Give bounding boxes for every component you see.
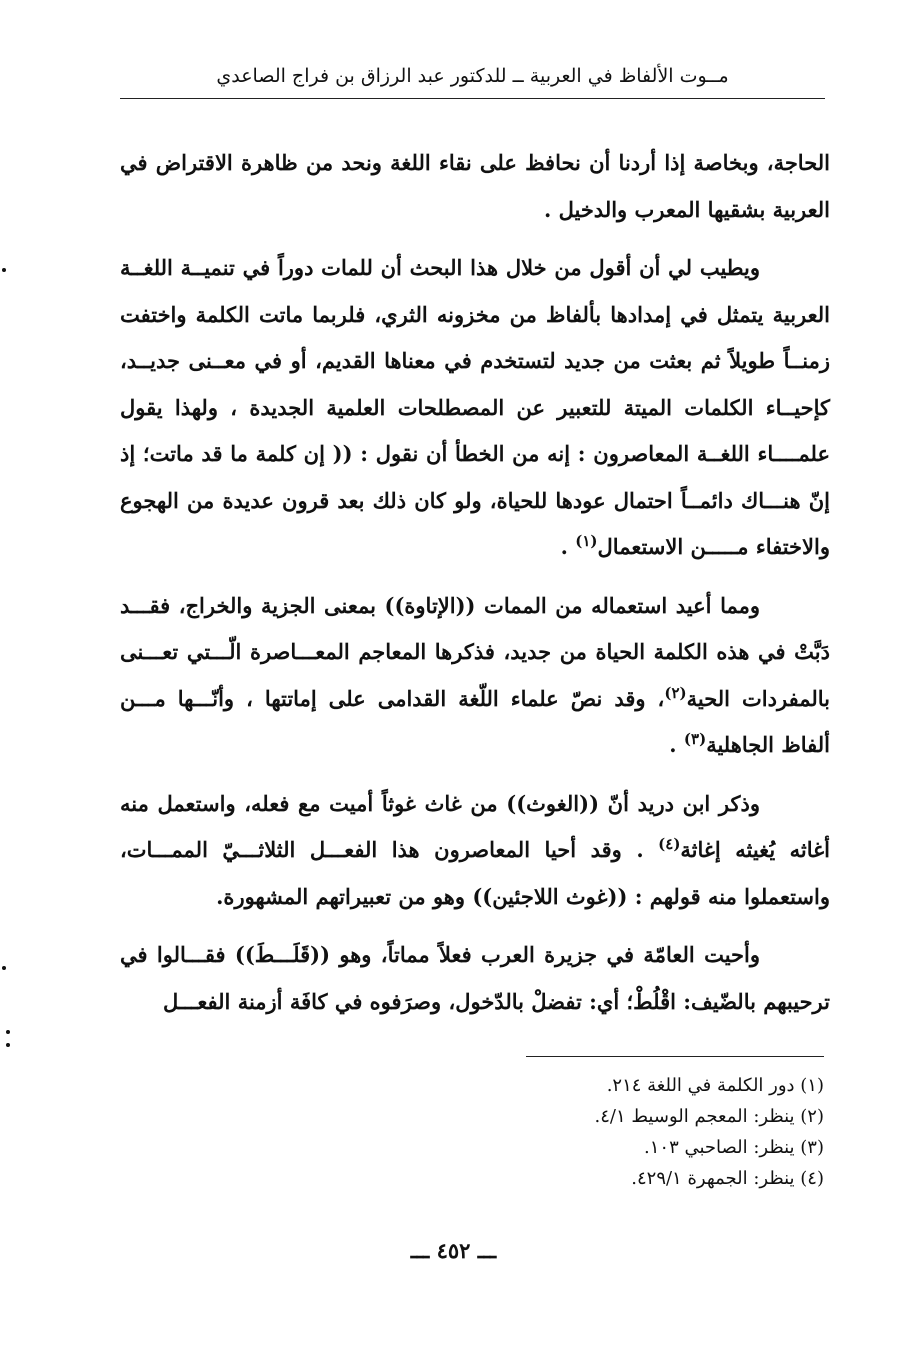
paragraph-text: ، وقد نصّ علماء اللّغة القدامى على إماتتها ، وأنّـــها مـــن ألفاظ الجاهلية	[120, 685, 830, 757]
page-number: ـــ ٤٥٢ ـــ	[410, 1238, 497, 1263]
paragraph-text: ويطيب لي أن أقول من خلال هذا البحث أن للمات دوراً في تنميــة اللغــة العربية يتمثل في إمدادها بألفاظ من مخزونه الثري، فلربما ماتت الكلمة واختفت زمنــاً طويلاً ثم بعثت من جديد لتستخدم في معناها القديم، أو في معــنى جديــد، كإحيــاء الكلمات الميتة للتعبير عن المصطلحات العلمية الجديدة ، ولهذا يقول علمــــاء اللغــة المعاصرون : إنه من الخطأ أن نقول : (( إن كلمة ما قد ماتت؛ إذ إنّ هنـــاك دائمــاً احتمال عودها للحياة، ولو كان ذلك بعد قرون عديدة من الهجوع والاختفاء مـــــن الاستعمال	[120, 255, 830, 559]
footnote-2: (٢) ينظر: المعجم الوسيط ٤/١.	[594, 1106, 824, 1127]
paragraph-text: الحاجة، وبخاصة إذا أردنا أن نحافظ على نقاء اللغة ونحد من ظاهرة الاقتراض في العربية بشقيها المعرب والدخيل .	[120, 150, 830, 222]
paragraph-text: وذكر ابن دريد أنّ ((الغوث)) من غاث غوثاً أميت مع فعله، واستعمل منه أغاثه يُغيثه إغاثة	[120, 790, 830, 862]
margin-mark	[2, 268, 6, 272]
margin-mark	[2, 966, 6, 970]
paragraph-text: . وقد أحيا المعاصرون هذا الفعـــل الثلاثـــيّ الممـــات، واستعملوا منه قولهم : ((غوث اللاجئين)) وهو من تعبيراتهم المشهورة.	[120, 837, 830, 909]
paragraph-1	[120, 140, 830, 233]
footnote-ref-2[interactable]: (٢)	[664, 683, 687, 702]
footnote-4: (٤) ينظر: الجمهرة ٤٢٩/١.	[631, 1168, 824, 1189]
paragraph-3	[120, 583, 830, 769]
header-rule	[120, 98, 825, 99]
paragraph-text: .	[669, 732, 684, 757]
footnote-ref-3[interactable]: (٣)	[683, 730, 707, 748]
footnote-3: (٣) ينظر: الصاحبي ١٠٣.	[644, 1137, 824, 1158]
footnote-ref-4[interactable]: (٤)	[658, 835, 681, 853]
margin-mark	[6, 1043, 10, 1047]
paragraph-2	[120, 245, 830, 571]
footnotes	[424, 1070, 824, 1194]
paragraph-text: وأحيت العامّة في جزيرة العرب فعلاً مماتاً، وهو ((قَلَـــطَ)) فقـــالوا في ترحيبهم بالضّيف: اقْلُطْ؛ أي: تفضلْ بالدّخول، وصرَفوه في كافَة أزمنة الفعـــل	[120, 942, 830, 1014]
running-title: مــوت الألفاظ في العربية ــ للدكتور عبد الرزاق بن فراج الصاعدي	[216, 65, 729, 87]
paragraph-5	[120, 932, 830, 1025]
body-text	[120, 140, 830, 1025]
paragraph-text: .	[560, 534, 576, 559]
footnote-1: (١) دور الكلمة في اللغة ٢١٤.	[606, 1075, 824, 1096]
footnote-ref-1[interactable]: (١)	[575, 532, 598, 550]
margin-mark	[6, 1030, 10, 1034]
paragraph-text: ومما أعيد استعماله من الممات ((الإتاوة)) بمعنى الجزية والخراج، فقـــد دَبَّتْ في هذه الكلمة الحياة من جديد، فذكرها المعاجم المعـــاصرة الّـــتي تعـــنى بالمفردات الحية	[120, 592, 830, 711]
paragraph-4	[120, 781, 830, 921]
footnote-rule	[526, 1056, 824, 1057]
